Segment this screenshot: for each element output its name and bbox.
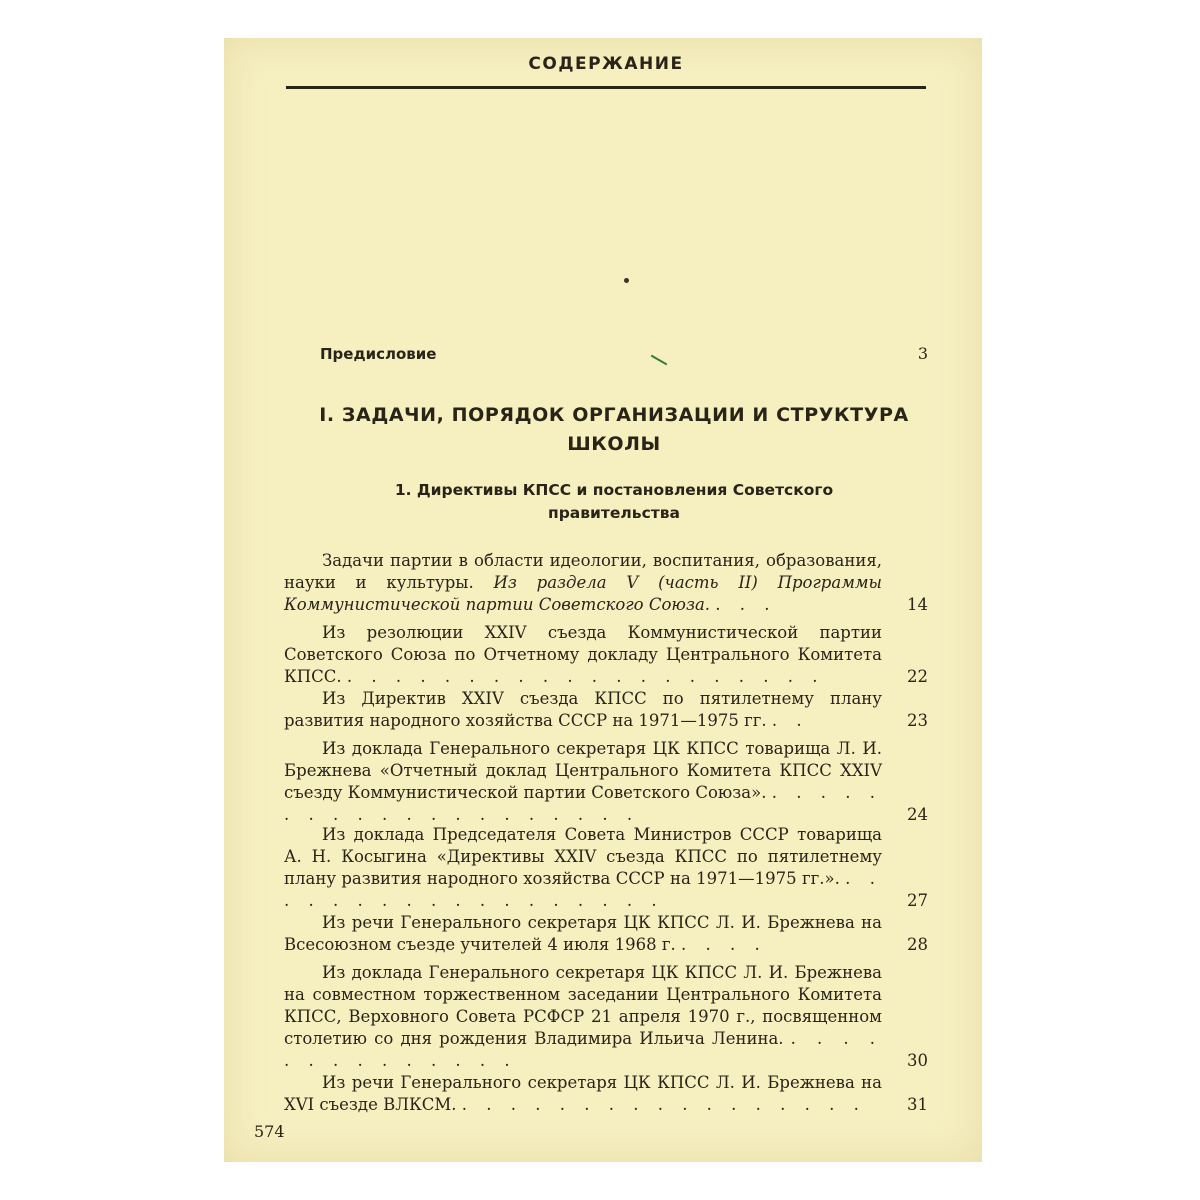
entry-dots: . . . . <box>680 935 767 954</box>
entry-dots: . . . . . . . . . . . . . . . . . . . . <box>284 783 882 824</box>
toc-entry <box>284 962 928 1072</box>
entry-dots: . . . . . . . . . . . . . . . . . . <box>284 869 882 910</box>
entry-text: Из речи Генерального секретаря ЦК КПСС Л. И. Брежнева на XVI съезде ВЛКСМ. <box>284 1073 882 1114</box>
section-title-line2: правительства <box>547 504 681 522</box>
header-rule <box>286 86 926 89</box>
entry-page: 23 <box>907 711 928 730</box>
entry-text: Из доклада Генерального секретаря ЦК КПСС товарища Л. И. Брежнева «Отчетный доклад Центрального Комитета КПСС XXIV съезду Коммунистической партии Советского Союза». <box>284 739 882 802</box>
entry-page: 27 <box>907 891 928 910</box>
part-title-line1: I. ЗАДАЧИ, ПОРЯДОК ОРГАНИЗАЦИИ И СТРУКТУРА <box>319 404 909 426</box>
toc-entry <box>284 622 928 688</box>
entry-dots: . . <box>771 711 809 730</box>
toc-entry <box>284 550 928 616</box>
toc-entry <box>284 1072 928 1116</box>
entry-text: Из речи Генерального секретаря ЦК КПСС Л. И. Брежнева на Всесоюзном съезде учителей 4 июля 1968 г. <box>284 913 882 954</box>
running-head: СОДЕРЖАНИЕ <box>528 54 684 74</box>
entry-dots: . . . . . . . . . . . . . . . . . . . . <box>346 667 825 686</box>
entry-text: Из доклада Генерального секретаря ЦК КПСС Л. И. Брежнева на совместном торжественном заседании Центрального Комитета КПСС, Верховного Совета РСФСР 21 апреля 1970 г., посвященном столетию со дня рождения Владимира Ильича Ленина. <box>284 963 882 1048</box>
preface-label: Предисловие <box>320 345 437 363</box>
entry-page: 22 <box>907 667 928 686</box>
part-title-line2: ШКОЛЫ <box>567 433 661 455</box>
preface-page: 3 <box>917 344 928 363</box>
entry-page: 24 <box>907 805 928 824</box>
ink-speck <box>624 278 629 283</box>
entry-text: Из Директив XXIV съезда КПСС по пятилетнему плану развития народного хозяйства СССР на 1971—1975 гг. <box>284 689 882 730</box>
page-number: 574 <box>254 1122 285 1141</box>
toc-entry <box>284 824 928 912</box>
entry-page: 14 <box>907 595 928 614</box>
entry-page: 28 <box>907 935 928 954</box>
part-title <box>284 401 944 459</box>
entry-page: 31 <box>907 1095 928 1114</box>
toc-preface-row <box>320 344 928 363</box>
toc-entry <box>284 688 928 732</box>
entry-dots: . . . . . . . . . . . . . . <box>284 1029 882 1070</box>
entry-text: Задачи партии в области идеологии, воспитания, образования, науки и культуры. <box>284 551 882 592</box>
section-title-line1: 1. Директивы КПСС и постановления Советского <box>394 481 834 499</box>
entry-page: 30 <box>907 1051 928 1070</box>
entry-dots: . . . . . . . . . . . . . . . . . <box>461 1095 866 1114</box>
entry-text: Из резолюции XXIV съезда Коммунистической партии Советского Союза по Отчетному докладу Центрального Комитета КПСС. <box>284 623 882 686</box>
book-page <box>224 38 982 1162</box>
section-title <box>314 479 914 525</box>
entry-dots: . . . <box>715 595 777 614</box>
toc-entry <box>284 912 928 956</box>
entry-text: Из доклада Председателя Совета Министров СССР товарища А. Н. Косыгина «Директивы XXIV съезда КПСС по пятилетнему плану развития народного хозяйства СССР на 1971—1975 гг.». <box>284 825 882 888</box>
entry-text-italic: Из раздела V (часть II) Программы Коммунистической партии Советского Союза. <box>284 573 882 614</box>
toc-entry <box>284 738 928 826</box>
